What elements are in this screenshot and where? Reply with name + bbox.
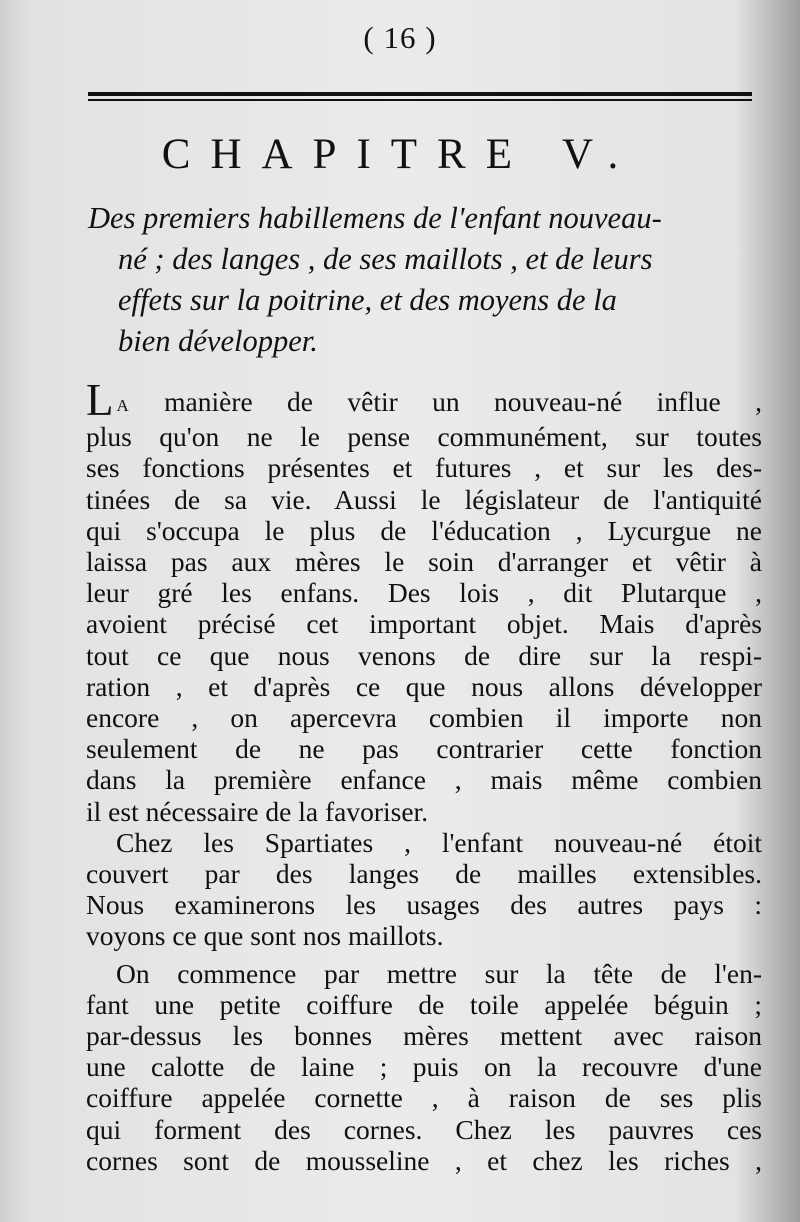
body-line-first (86, 375, 762, 425)
body-line: seulement de ne pas contrarier cette fonction (86, 733, 762, 765)
first-word-rest: A (116, 396, 130, 415)
subtitle-line: bien développer. (118, 324, 318, 358)
body-line: couvert par des langes de mailles extensibles. (86, 858, 762, 890)
body-line: ration , et d'après ce que nous allons développer (86, 670, 762, 702)
body-line: Chez les Spartiates , l'enfant nouveau-né étoit (116, 826, 762, 858)
body-line: cornes sont de mousseline , et chez les riches , (86, 1144, 762, 1176)
body-line: Nous examinerons les usages des autres pays : (86, 889, 762, 921)
subtitle-line: Des premiers habillemens de l'enfant nouveau- (88, 201, 662, 235)
drop-cap: L (86, 375, 114, 425)
body-line: tinées de sa vie. Aussi le législateur de l'antiquité (86, 483, 762, 515)
subtitle-line: effets sur la poitrine, et des moyens de la (118, 283, 617, 317)
header-rule-thick (88, 92, 752, 96)
body-line-last: il est nécessaire de la favoriser. (86, 795, 429, 827)
body-line: tout ce que nous venons de dire sur la respi- (86, 639, 762, 671)
body-line: encore , on apercevra combien il importe non (86, 702, 762, 734)
subtitle-line: né ; des langes , de ses maillots , et de leurs (118, 242, 653, 276)
body-line: laissa pas aux mères le soin d'arranger et vêtir à (86, 546, 762, 578)
body-line: dans la première enfance , mais même combien (86, 764, 762, 796)
body-line: plus qu'on ne le pense communément, sur toutes (86, 421, 762, 453)
body-line: On commence par mettre sur la tête de l'en- (116, 957, 762, 989)
body-line: fant une petite coiffure de toile appelée béguin ; (86, 988, 762, 1020)
chapter-title: CHAPITRE V. (161, 131, 639, 178)
header-rule-thin (88, 99, 752, 101)
chapter-subtitle (88, 198, 760, 362)
body-text (86, 375, 762, 1176)
body-line: coiffure appelée cornette , à raison de ses plis (86, 1082, 762, 1114)
page-number: ( 16 ) (363, 20, 437, 55)
body-line: une calotte de laine ; puis on la recouvre d'une (86, 1051, 762, 1083)
body-line: par-dessus les bonnes mères mettent avec raison (86, 1020, 762, 1052)
first-line-rest: manière de vêtir un nouveau-né influe , (164, 386, 762, 417)
body-line: avoient précisé cet important objet. Mais d'après (86, 608, 762, 640)
body-line-last: voyons ce que sont nos maillots. (86, 920, 444, 952)
body-line: qui s'occupa le plus de l'éducation , Lycurgue ne (86, 514, 762, 546)
body-line: leur gré les enfans. Des lois , dit Plutarque , (86, 577, 762, 609)
body-line: ses fonctions présentes et futures , et sur les des- (86, 452, 762, 484)
body-line: qui forment des cornes. Chez les pauvres ces (86, 1113, 762, 1145)
